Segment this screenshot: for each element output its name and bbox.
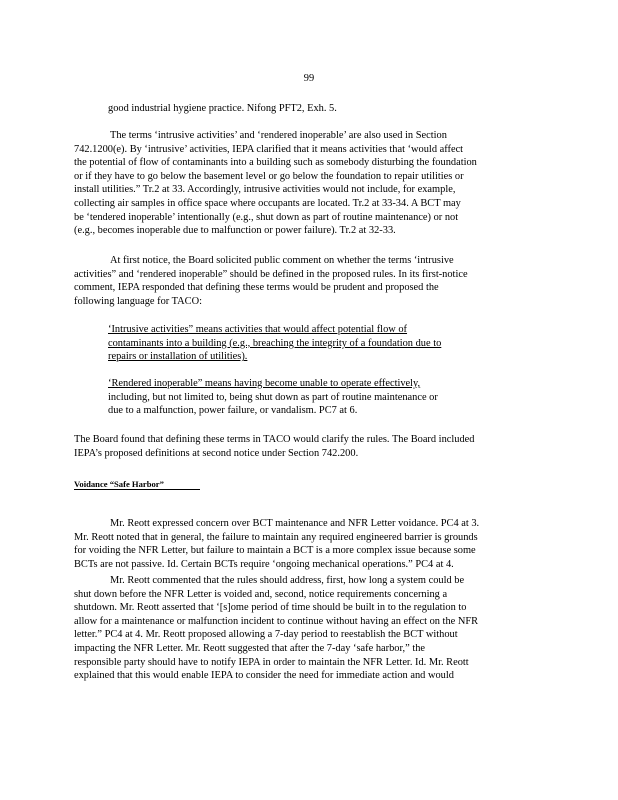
paragraph-first-notice (74, 254, 534, 308)
text-line: Mr. Reott expressed concern over BCT maintenance and NFR Letter voidance. PC4 at 3. (110, 518, 480, 529)
text-line: ‘Rendered inoperable” means having become unable to operate effectively, (108, 378, 421, 389)
text-line: comment, IEPA responded that defining these terms would be prudent and proposed the (74, 282, 439, 294)
text-line: be ‘tendered inoperable’ intentionally (e.g., shut down as part of routine maintenance) or not (74, 211, 459, 223)
text-line: explained that this would enable IEPA to consider the need for immediate action and would (74, 670, 454, 682)
text-line: Mr. Reott commented that the rules should address, first, how long a system could be (110, 575, 465, 586)
text-line: contaminants into a building (e.g., breaching the integrity of a foundation due to (108, 337, 442, 349)
paragraph-board-found (74, 433, 534, 460)
section-heading: Voidance “Safe Harbor” (74, 479, 164, 489)
text-line: At first notice, the Board solicited public comment on whether the terms ‘intrusive (110, 255, 454, 266)
text-line: collecting air samples in office space where occupants are located. Tr.2 at 33-34. A BCT may (74, 197, 461, 209)
text-line: 742.1200(e). By ‘intrusive’ activities, IEPA clarified that it means activities that ‘would affect (74, 143, 464, 155)
quote-intrusive-definition (108, 323, 504, 364)
page-number: 99 (303, 73, 315, 84)
text-line: The terms ‘intrusive activities’ and ‘rendered inoperable’ are also used in Section (110, 130, 447, 141)
text-line: the potential of flow of contaminants into a building such as somebody disturbing the foundation (74, 157, 477, 169)
quote-inoperable-definition (108, 377, 504, 418)
text-line: letter.” PC4 at 4. Mr. Reott proposed allowing a 7-day period to reestablish the BCT without (74, 629, 458, 641)
paragraph-reott-concern (74, 517, 534, 571)
text-line: responsible party should have to notify IEPA in order to maintain the NFR Letter. Id. Mr. Reott (74, 656, 469, 668)
text-line: shut down before the NFR Letter is voided and, second, notice requirements concerning a (74, 588, 448, 600)
text-line: impacting the NFR Letter. Mr. Reott suggested that after the 7-day ‘safe harbor,” the (74, 642, 426, 654)
text-line: or if they have to go below the basement level or go below the foundation to repair utilities or (74, 170, 464, 182)
paragraph-terms (74, 129, 534, 238)
text-line: for voiding the NFR Letter, but failure to maintain a BCT is a more complex issue because some (74, 545, 476, 557)
text-line: (e.g., becomes inoperable due to malfunction or power failure). Tr.2 at 32-33. (74, 225, 396, 237)
text-line: including, but not limited to, being shut down as part of routine maintenance or (108, 391, 438, 403)
text-line: IEPA’s proposed definitions at second notice under Section 742.200. (74, 447, 359, 459)
text-line: BCTs are not passive. Id. Certain BCTs require ‘ongoing mechanical operations.” PC4 at 4. (74, 558, 454, 570)
text-line: install utilities.” Tr.2 at 33. Accordingly, intrusive activities would not include, for example, (74, 184, 456, 196)
text-line: The Board found that defining these terms in TACO would clarify the rules. The Board included (74, 434, 475, 445)
text-line: ‘Intrusive activities” means activities that would affect potential flow of (108, 324, 408, 335)
text-line: shutdown. Mr. Reott asserted that ‘[s]ome period of time should be built in to the regulation to (74, 602, 467, 614)
text-line: following language for TACO: (74, 295, 202, 307)
text-line: due to a malfunction, power failure, or vandalism. PC7 at 6. (108, 405, 358, 417)
heading-underline (74, 489, 200, 490)
text-line: Mr. Reott noted that in general, the failure to maintain any required engineered barrier is grounds (74, 531, 478, 543)
paragraph-hygiene (108, 102, 528, 116)
text-line: activities” and ‘rendered inoperable” should be defined in the proposed rules. In its first-notice (74, 268, 468, 280)
text-line: good industrial hygiene practice. Nifong PFT2, Exh. 5. (108, 103, 337, 114)
paragraph-reott-comment (74, 574, 534, 683)
text-line: allow for a maintenance or malfunction incident to continue without having an effect on the NFR (74, 615, 479, 627)
text-line: repairs or installation of utilities). (108, 351, 248, 363)
